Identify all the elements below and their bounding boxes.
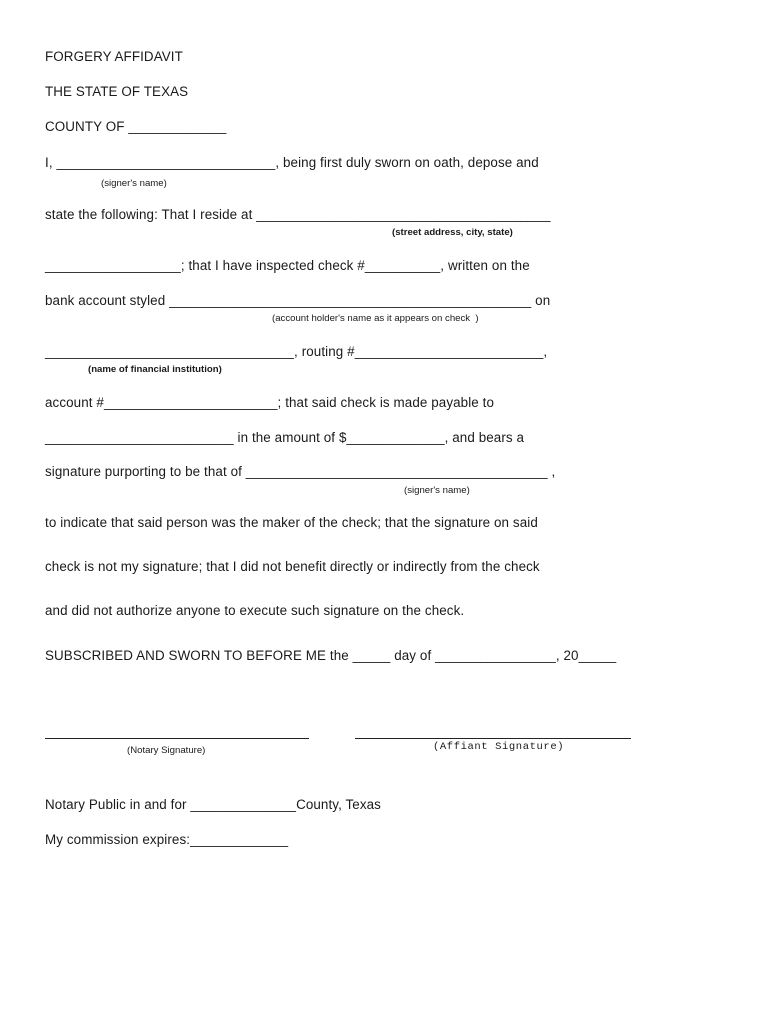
- account-number-line: account #_______________________; that said check is made payable to: [45, 395, 495, 410]
- notary-signature-caption: (Notary Signature): [127, 745, 206, 756]
- signer-name-caption: (signer's name): [101, 178, 167, 189]
- affiant-signature-caption: (Affiant Signature): [433, 741, 565, 753]
- account-holder-caption: (account holder's name as it appears on check ): [272, 313, 479, 324]
- notary-signature-line: [45, 738, 309, 739]
- institution-caption: (name of financial institution): [88, 364, 222, 375]
- purported-signature-line: signature purporting to be that of ________________________________________ ,: [45, 464, 556, 479]
- county-line: COUNTY OF _____________: [45, 119, 227, 134]
- purported-signer-caption: (signer's name): [404, 485, 470, 496]
- routing-line: _________________________________, routing #_________________________,: [45, 344, 548, 359]
- commission-expires-line: My commission expires:_____________: [45, 832, 289, 847]
- bank-account-line: bank account styled ________________________________________________ on: [45, 293, 551, 308]
- check-number-line: __________________; that I have inspected check #__________, written on the: [45, 258, 530, 273]
- signer-line: I, _____________________________, being first duly sworn on oath, depose and: [45, 155, 539, 170]
- state-line: THE STATE OF TEXAS: [45, 84, 189, 99]
- statement-line-3: and did not authorize anyone to execute such signature on the check.: [45, 603, 465, 618]
- document-title: FORGERY AFFIDAVIT: [45, 49, 183, 64]
- statement-line-2: check is not my signature; that I did not benefit directly or indirectly from the check: [45, 559, 540, 574]
- statement-line-1: to indicate that said person was the maker of the check; that the signature on said: [45, 515, 538, 530]
- residence-line: state the following: That I reside at _______________________________________: [45, 207, 551, 222]
- sworn-statement-line: SUBSCRIBED AND SWORN TO BEFORE ME the _____ day of ________________, 20_____: [45, 648, 617, 663]
- notary-public-line: Notary Public in and for ______________County, Texas: [45, 797, 381, 812]
- address-caption: (street address, city, state): [392, 227, 513, 238]
- affiant-signature-line: [355, 738, 631, 739]
- amount-line: _________________________ in the amount of $_____________, and bears a: [45, 430, 525, 445]
